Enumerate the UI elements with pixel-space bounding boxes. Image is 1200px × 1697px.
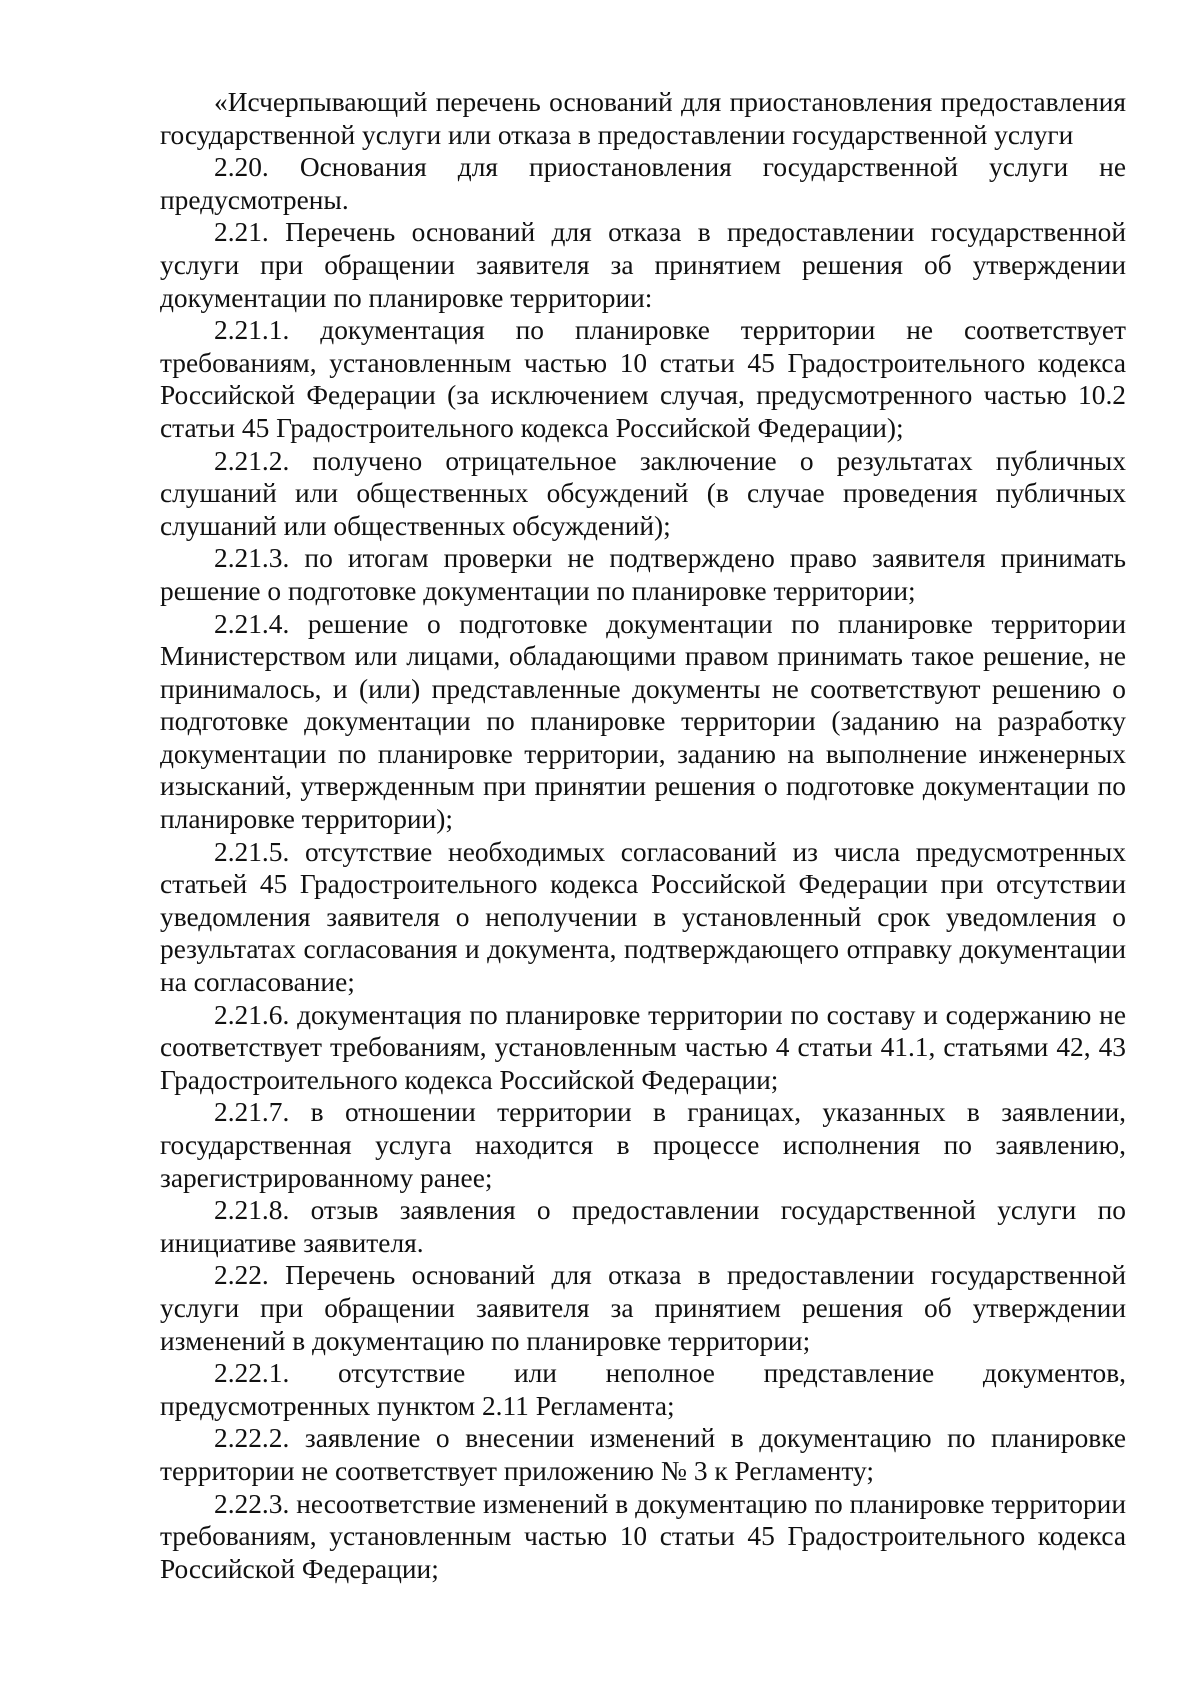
paragraph-2-20: 2.20. Основания для приостановления государственной услуги не предусмотрены. xyxy=(160,152,1126,215)
paragraph-2-22-2: 2.22.2. заявление о внесении изменений в документацию по планировке территории не соответствует приложению № 3 к Регламенту; xyxy=(160,1423,1126,1486)
paragraph-2-21-3: 2.21.3. по итогам проверки не подтверждено право заявителя принимать решение о подготовке документации по планировке территории; xyxy=(160,543,1126,606)
paragraph-2-21-5: 2.21.5. отсутствие необходимых согласований из числа предусмотренных статьей 45 Градостроительного кодекса Российской Федерации при отсутствии уведомления заявителя о неполучении в установленный срок уведомления о результатах согласования и документа, подтверждающего отправку документации на согласование; xyxy=(160,836,1126,998)
paragraph-2-21: 2.21. Перечень оснований для отказа в предоставлении государственной услуги при обращении заявителя за принятием решения об утверждении документации по планировке территории: xyxy=(160,217,1126,313)
paragraph-2-21-2: 2.21.2. получено отрицательное заключение о результатах публичных слушаний или общественных обсуждений (в случае проведения публичных слушаний или общественных обсуждений); xyxy=(160,445,1126,541)
paragraph-2-21-6: 2.21.6. документация по планировке территории по составу и содержанию не соответствует требованиям, установленным частью 4 статьи 41.1, статьями 42, 43 Градостроительного кодекса Российской Федерации; xyxy=(160,999,1126,1095)
paragraph-2-21-7: 2.21.7. в отношении территории в границах, указанных в заявлении, государственная услуга находится в процессе исполнения по заявлению, зарегистрированному ранее; xyxy=(160,1097,1126,1193)
paragraph-2-21-8: 2.21.8. отзыв заявления о предоставлении государственной услуги по инициативе заявителя. xyxy=(160,1195,1126,1258)
paragraph-2-22-1: 2.22.1. отсутствие или неполное представление документов, предусмотренных пунктом 2.11 Регламента; xyxy=(160,1358,1126,1421)
paragraph-2-22-3: 2.22.3. несоответствие изменений в документацию по планировке территории требованиям, установленным частью 10 статьи 45 Градостроительного кодекса Российской Федерации; xyxy=(160,1488,1126,1584)
paragraph-2-21-4: 2.21.4. решение о подготовке документации по планировке территории Министерством или лицами, обладающими правом принимать такое решение, не принималось, и (или) представленные документы не соответствуют решению о подготовке документации по планировке территории (заданию на разработку документации по планировке территории, заданию на выполнение инженерных изысканий, утвержденным при принятии решения о подготовке документации по планировке территории); xyxy=(160,608,1126,835)
paragraph-2-21-1: 2.21.1. документация по планировке территории не соответствует требованиям, установленным частью 10 статьи 45 Градостроительного кодекса Российской Федерации (за исключением случая, предусмотренного частью 10.2 статьи 45 Градостроительного кодекса Российской Федерации); xyxy=(160,315,1126,443)
heading-paragraph: «Исчерпывающий перечень оснований для приостановления предоставления государственной услуги или отказа в предоставлении государственной услуги xyxy=(160,87,1126,150)
paragraph-2-22: 2.22. Перечень оснований для отказа в предоставлении государственной услуги при обращении заявителя за принятием решения об утверждении изменений в документацию по планировке территории; xyxy=(160,1260,1126,1356)
document-page xyxy=(160,86,1126,1585)
